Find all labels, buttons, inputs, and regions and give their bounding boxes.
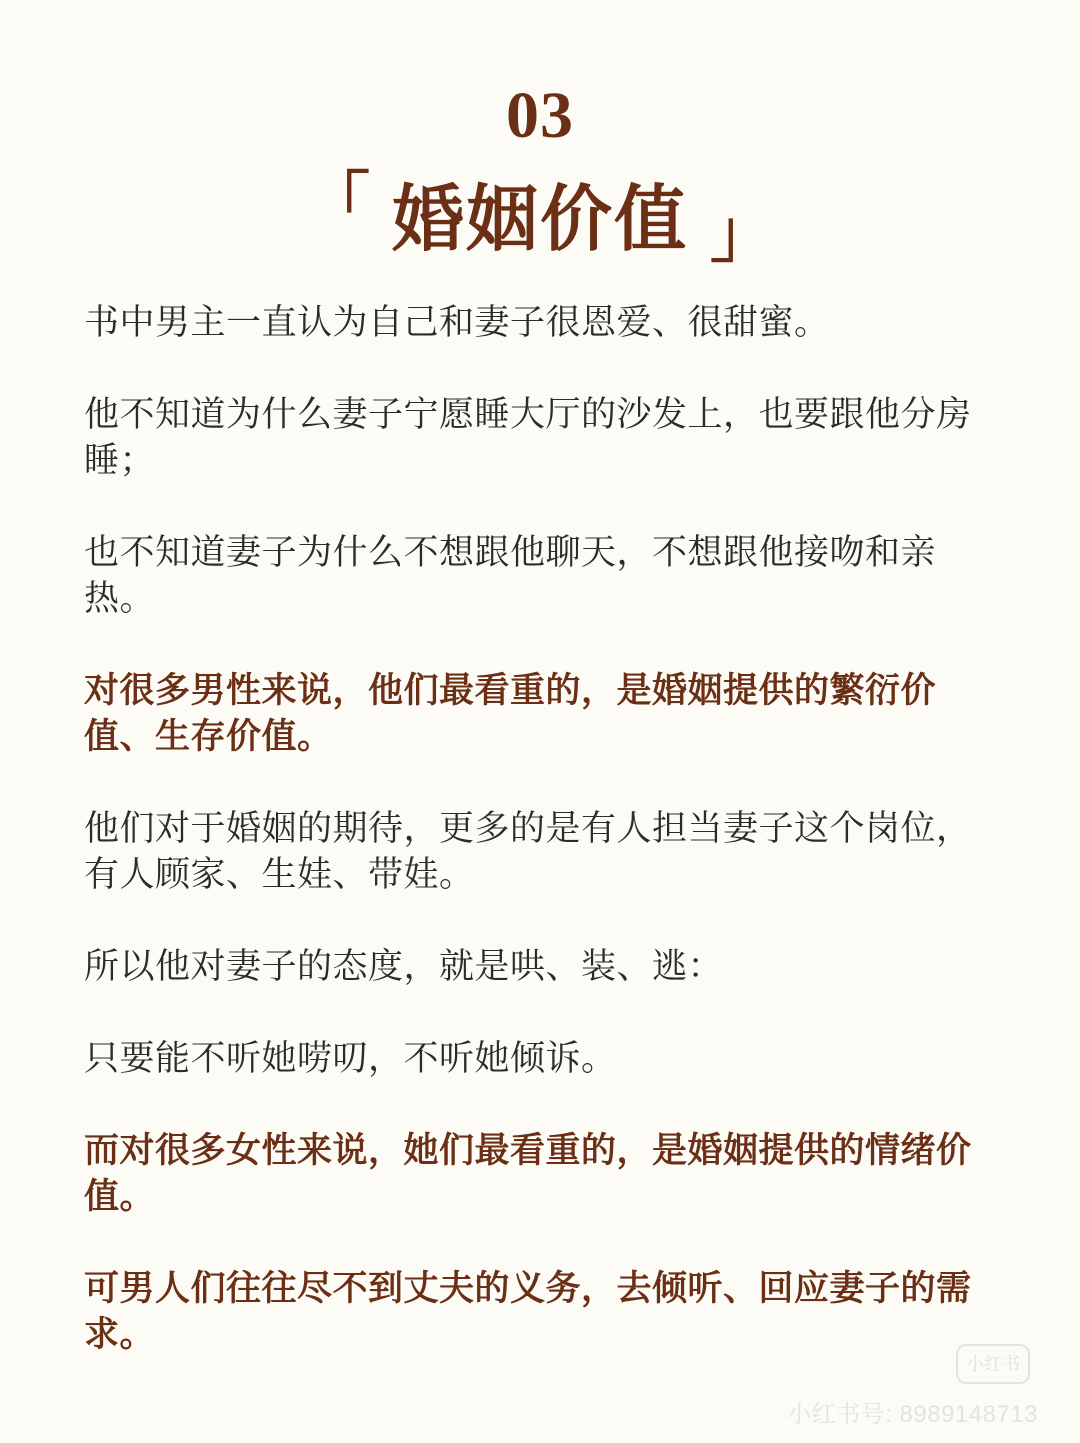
paragraph: 只要能不听她唠叨，不听她倾诉。 — [84, 1039, 617, 1079]
header — [0, 78, 1080, 272]
paragraph: 所以他对妻子的态度，就是哄、装、逃： — [84, 947, 724, 987]
paragraph: 书中男主一直认为自己和妻子很恩爱、很甜蜜。 — [84, 303, 830, 343]
watermark — [787, 1344, 1038, 1429]
highlight-paragraph: 对很多男性来说，他们最看重的，是婚姻提供的繁衍价值、生存价值。 — [84, 670, 937, 757]
watermark-id: 小红书号: 8989148713 — [787, 1401, 1038, 1428]
title-bracket-right: 」 — [710, 197, 774, 272]
paragraph: 也不知道妻子为什么不想跟他聊天，不想跟他接吻和亲热。 — [84, 533, 937, 619]
article-body — [84, 300, 1004, 1404]
section-number: 03 — [506, 79, 574, 152]
title-bracket-left: 「 — [305, 165, 370, 240]
paragraph: 他不知道为什么妻子宁愿睡大厅的沙发上，也要跟他分房睡； — [84, 395, 972, 481]
highlight-paragraph: 而对很多女性来说，她们最看重的，是婚姻提供的情绪价值。 — [84, 1130, 972, 1217]
paragraph: 他们对于婚姻的期待，更多的是有人担当妻子这个岗位，有人顾家、生娃、带娃。 — [84, 809, 972, 895]
title-row — [0, 165, 1080, 272]
page-title: 婚姻价值 — [391, 176, 688, 261]
highlight-paragraph: 可男人们往往尽不到丈夫的义务，去倾听、回应妻子的需求。 — [84, 1268, 972, 1355]
xiaohongshu-logo-icon: 小红书 — [956, 1344, 1030, 1384]
